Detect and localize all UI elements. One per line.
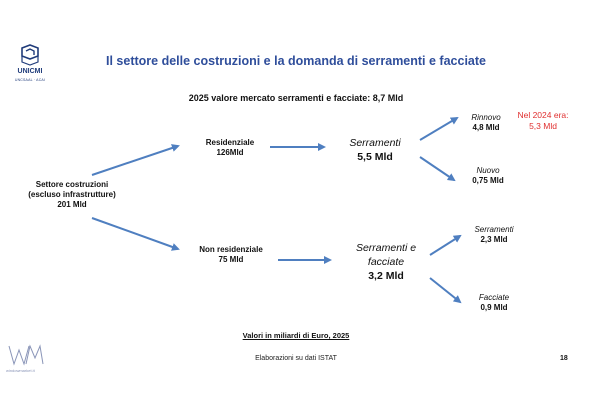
facciate-value: 0,9 Mld: [480, 303, 508, 312]
units-note: Valori in miliardi di Euro, 2025: [242, 331, 350, 340]
arrow-root-to-nonresidenziale: [92, 218, 178, 249]
windowmarket-logo-icon: [8, 344, 44, 366]
serramenti-value: 5,5 Mld: [357, 151, 393, 163]
node-residenziale: [190, 138, 270, 158]
nr-serramenti-label: Serramenti: [474, 225, 514, 234]
node-rinnovo: [458, 113, 514, 133]
residenziale-value: 126Mld: [216, 148, 244, 157]
callout-line1: Nel 2024 era:: [517, 110, 569, 120]
nuovo-label: Nuovo: [476, 166, 500, 175]
serramenti-facciate-label-2: facciate: [367, 256, 405, 268]
node-serramenti-facciate: [336, 241, 436, 283]
callout-line2: 5,3 Mld: [529, 121, 557, 131]
rinnovo-label: Rinnovo: [471, 113, 501, 122]
logo-subtext: UNCSAAL · ACAI: [14, 78, 46, 82]
node-serramenti: [330, 136, 420, 164]
serramenti-facciate-label-1: Serramenti e: [355, 242, 417, 254]
callout-2024: [508, 110, 578, 132]
serramenti-label: Serramenti: [349, 137, 401, 149]
arrow-root-to-residenziale: [92, 146, 178, 175]
root-line2: (escluso infrastrutture): [28, 190, 116, 199]
root-value: 201 Mld: [57, 200, 87, 209]
serramenti-facciate-value: 3,2 Mld: [368, 270, 404, 282]
non-residenziale-value: 75 Mld: [218, 255, 244, 264]
market-value-subtitle: 2025 valore mercato serramenti e facciate: 8,7 Mld: [188, 93, 404, 103]
brand-text: windowmarket.it: [6, 368, 35, 373]
arrow-serramenti-to-nuovo: [420, 157, 454, 180]
arrow-serramenti-to-rinnovo: [420, 118, 457, 140]
node-non-residenziale: [186, 245, 276, 265]
root-line1: Settore costruzioni: [35, 180, 109, 189]
node-facciate: [464, 293, 524, 313]
node-nuovo: [458, 166, 518, 186]
nuovo-value: 0,75 Mld: [472, 176, 504, 185]
facciate-label: Facciate: [478, 293, 510, 302]
source-note: Elaborazioni su dati ISTAT: [255, 355, 337, 362]
page-title: Il settore delle costruzioni e la domanda di serramenti e facciate: [106, 54, 486, 68]
page-number: 18: [560, 355, 568, 362]
node-nr-serramenti: [464, 225, 524, 245]
nr-serramenti-value: 2,3 Mld: [480, 235, 508, 244]
node-settore-costruzioni: [22, 180, 122, 210]
non-residenziale-label: Non residenziale: [199, 245, 263, 254]
rinnovo-value: 4,8 Mld: [472, 123, 500, 132]
logo-text: UNICMI: [17, 68, 43, 75]
residenziale-label: Residenziale: [205, 138, 255, 147]
